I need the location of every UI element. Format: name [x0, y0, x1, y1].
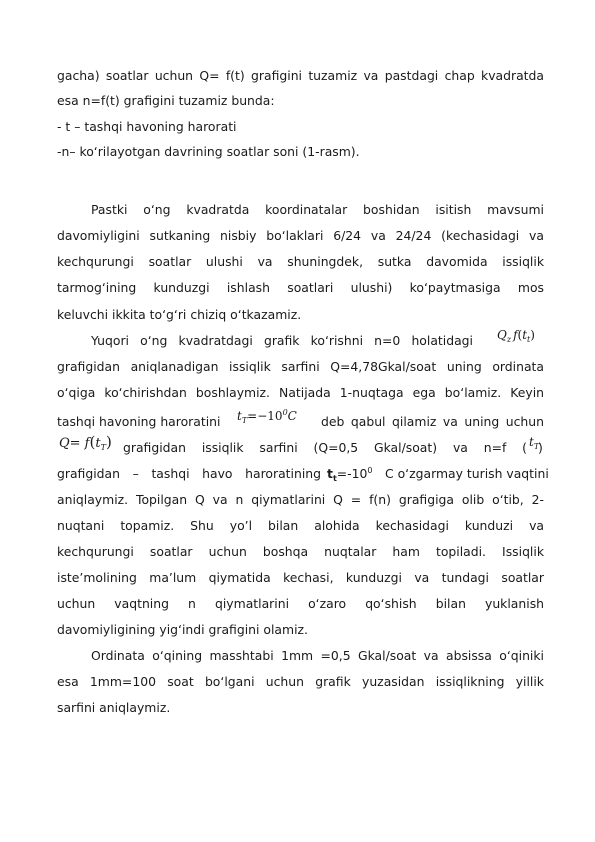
paragraph-first-line: Yuqori oʻng kvadratdagi grafik koʻrishni n=0 holatidagi	[91, 333, 473, 348]
text-line: davomiyligini sutkaning nisbiy boʻlaklari 6/24 va 24/24 (kechasidagi va	[57, 228, 544, 243]
text-line: oʻqiga koʻchirishdan boshlaymiz. Natijada 1-nuqtaga ega boʻlamiz. Keyin	[57, 385, 544, 400]
text-segment: grafigidan – tashqi havo haroratining	[57, 466, 321, 481]
formula-q-f-t-t: $Q= f(t_T)$	[59, 433, 112, 452]
text-line: grafigidan aniqlanadigan issiqlik sarfini Q=4,78Gkal/soat uning ordinata	[57, 359, 544, 374]
text-line: kechqurungi soatlar ulushi va shuningdek, sutka davomida issiqlik	[57, 254, 544, 269]
text-line: esa n=f(t) grafigini tuzamiz bunda:	[57, 93, 275, 108]
bold-t-t: $t_t$	[327, 466, 337, 483]
text-line: -n– koʻrilayotgan davrining soatlar soni (1-rasm).	[57, 144, 360, 159]
text-line: esa 1mm=100 soat boʻlgani uchun grafik yuzasidan issiqlikning yillik	[57, 674, 544, 689]
text-line: tarmogʻining kunduzgi ishlash soatlari ulushi) koʻpaytmasiga mos	[57, 280, 544, 295]
formula-t-t: $t_T$	[529, 435, 540, 451]
text-segment: deb qabul qilamiz va uning uchun	[321, 414, 544, 429]
paragraph-first-line: Pastki oʻng kvadratda koordinatalar boshidan isitish mavsumi	[91, 202, 544, 217]
text-line: aniqlaymiz. Topilgan Q va n qiymatlarini Q = f(n) grafigiga olib oʻtib, 2-	[57, 492, 544, 507]
text-segment: grafigidan issiqlik sarfini (Q=0,5 Gkal/soat) va n=f (	[123, 440, 527, 455]
text-line: davomiyligining yigʻindi grafigini olamiz.	[57, 622, 308, 637]
text-segment: $t_t=-10^0$	[327, 466, 373, 483]
text-line: gacha) soatlar uchun Q= f(t) grafigini tuzamiz va pastdagi chap kvadratda	[57, 68, 544, 83]
text-line: kechqurungi soatlar uchun boshqa nuqtalar ham topiladi. Issiqlik	[57, 544, 544, 559]
text-line: sarfini aniqlaymiz.	[57, 700, 171, 715]
text-line: - t – tashqi havoning harorati	[57, 119, 237, 134]
text-line: iste’molining ma’lum qiymatida kechasi, kunduzgi va tundagi soatlar	[57, 570, 544, 585]
formula-q-z-f-t-z: $Q_z$ $f(t_t)$	[497, 328, 535, 344]
text-segment: tashqi havoning haroratini	[57, 414, 221, 429]
text-line: nuqtani topamiz. Shu yo’l bilan alohida kechasidagi kunduzi va	[57, 518, 544, 533]
text-line: keluvchi ikkita toʻgʻri chiziq oʻtkazamiz.	[57, 307, 302, 322]
text-segment: C oʻzgarmay turish vaqtini	[385, 466, 549, 481]
paragraph-first-line: Ordinata oʻqining masshtabi 1mm =0,5 Gkal/soat va absissa oʻqiniki	[91, 648, 544, 663]
text-line: uchun vaqtning n qiymatlarini oʻzaro qoʻshish bilan yuklanish	[57, 596, 544, 611]
formula-t-t-minus-10: $t_T=-10^0C$	[237, 408, 297, 425]
text-segment: )	[538, 440, 543, 455]
